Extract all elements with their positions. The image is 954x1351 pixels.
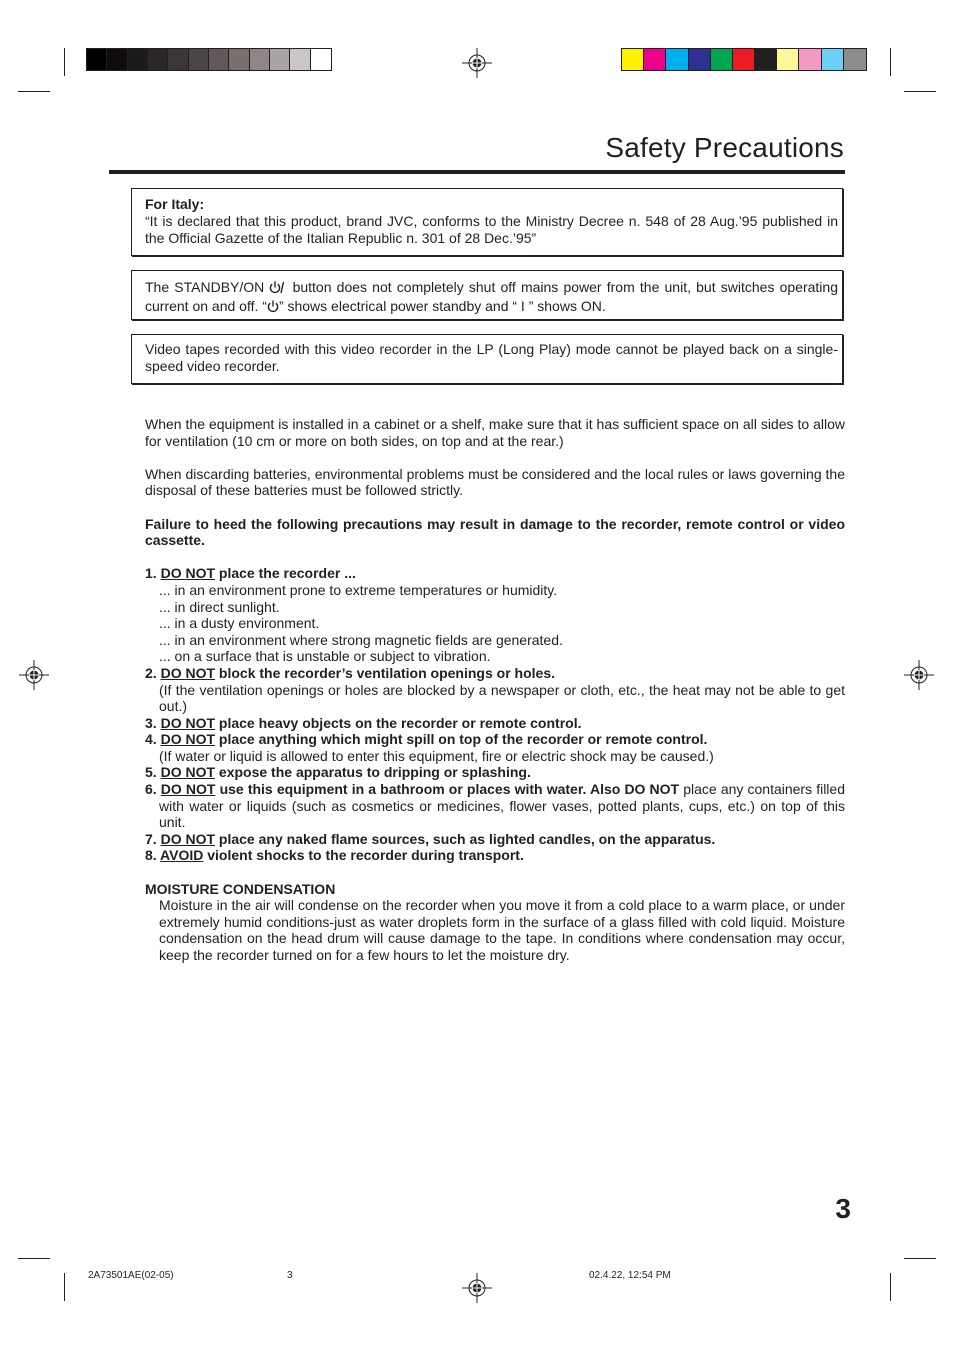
gray-ramp-bar [86,48,332,71]
item1-subitem: ... on a surface that is unstable or subject to vibration. [159,648,491,665]
precaution-item-3: 3. DO NOT place heavy objects on the recorder or remote control. [145,714,582,731]
color-swatch [666,49,688,70]
lp-notice-box [131,334,843,384]
precautions-body [145,416,845,964]
crop-mark [18,91,50,92]
color-swatch [822,49,844,70]
color-swatch [644,49,666,70]
item1-subitem: ... in a dusty environment. [159,615,320,632]
color-swatch [107,49,127,70]
precaution-item-2: 2. DO NOT block the recorder’s ventilation openings or holes. [145,664,555,681]
standby-on-power-icon [269,281,287,294]
crop-mark [904,91,936,92]
footer-code: 2A73501AE(02-05) [88,1270,174,1281]
registration-mark-icon [462,48,492,78]
precaution-item-7: 7. DO NOT place any naked flame sources, such as lighted candles, on the apparatus. [145,830,716,847]
color-swatch [168,49,188,70]
color-swatch [290,49,310,70]
footer-page: 3 [287,1270,293,1281]
registration-mark-icon [19,660,49,690]
page-number: 3 [835,1193,851,1224]
registration-mark-icon [904,660,934,690]
color-swatch [622,49,644,70]
color-calibration-bar [621,48,867,71]
crop-mark [904,1258,936,1259]
color-swatch [844,49,866,70]
registration-mark-icon [462,1273,492,1303]
color-swatch [711,49,733,70]
precaution-item-4: 4. DO NOT place anything which might spill on top of the recorder or remote control. [145,731,708,748]
precaution-item-1: 1. DO NOT place the recorder ... [145,565,356,582]
crop-mark [890,1273,891,1301]
standby-text-part2: button does not completely shut off mains power from the unit, but switches operating current on and off. “ [145,279,838,314]
batteries-paragraph: When discarding batteries, environmental problems must be considered and the local rules or laws governing the disposal of these batteries must be followed strictly. [145,465,845,499]
color-swatch [128,49,148,70]
item1-subitem: ... in an environment where strong magnetic fields are generated. [159,631,563,648]
page-title: Safety Precautions [605,132,844,163]
color-swatch [311,49,331,70]
color-swatch [209,49,229,70]
color-swatch [87,49,107,70]
moisture-heading: MOISTURE CONDENSATION [145,880,336,897]
precaution-item-6: 6. DO NOT use this equipment in a bathroom or places with water. Also DO NOT place any containers filled with water or liquids (such as cosmetics or medicines, flower vases, potted plants, cups, etc.) on top of this unit. [145,781,845,831]
crop-mark [890,48,891,76]
crop-mark [64,48,65,76]
item4-note: (If water or liquid is allowed to enter this equipment, fire or electric shock may be caused.) [159,747,714,764]
moisture-paragraph: Moisture in the air will condense on the recorder when you move it from a cold place to a warm place, or under extremely humid conditions-just as water droplets form in the surface of a glass filled with cold liquid. Moisture condensation on the head drum will cause damage to the tape. In conditions where condensation may occur, keep the recorder turned on for a few hours to let the moisture dry. [159,897,845,963]
color-swatch [189,49,209,70]
italy-notice-box [131,188,843,256]
standby-power-icon [267,300,279,313]
precaution-item-8: 8. AVOID violent shocks to the recorder during transport. [145,847,524,864]
color-swatch [250,49,270,70]
footer-timestamp: 02.4.22, 12:54 PM [589,1270,671,1281]
italy-text: “It is declared that this product, brand JVC, conforms to the Ministry Decree n. 548 of 28 Aug.’95 published in the Official Gazette of the Italian Republic n. 301 of 28 Dec.’95” [145,213,838,246]
lp-text: Video tapes recorded with this video recorder in the LP (Long Play) mode cannot be played back on a single-speed video recorder. [145,341,838,374]
color-swatch [755,49,777,70]
standby-notice-box [131,270,843,320]
item1-subitem: ... in direct sunlight. [159,598,280,615]
title-rule [109,170,845,174]
color-swatch [799,49,821,70]
item2-note: (If the ventilation openings or holes are blocked by a newspaper or cloth, etc., the heat may not be able to get out.) [159,681,845,715]
color-swatch [689,49,711,70]
color-swatch [777,49,799,70]
color-swatch [148,49,168,70]
ventilation-paragraph: When the equipment is installed in a cabinet or a shelf, make sure that it has sufficient space on all sides to allow for ventilation (10 cm or more on both sides, on top and at the rear.) [145,416,845,449]
warning-paragraph: Failure to heed the following precautions may result in damage to the recorder, remote control or video cassette. [145,515,845,549]
color-swatch [229,49,249,70]
standby-text-part3: ” shows electrical power standby and “ I ” shows ON. [278,298,606,314]
color-swatch [270,49,290,70]
crop-mark [18,1258,50,1259]
standby-text-part1: The STANDBY/ON [145,279,270,295]
item1-subitem: ... in an environment prone to extreme temperatures or humidity. [159,581,558,598]
precaution-item-5: 5. DO NOT expose the apparatus to dripping or splashing. [145,764,531,781]
color-swatch [733,49,755,70]
crop-mark [64,1273,65,1301]
italy-heading: For Italy: [145,196,205,212]
